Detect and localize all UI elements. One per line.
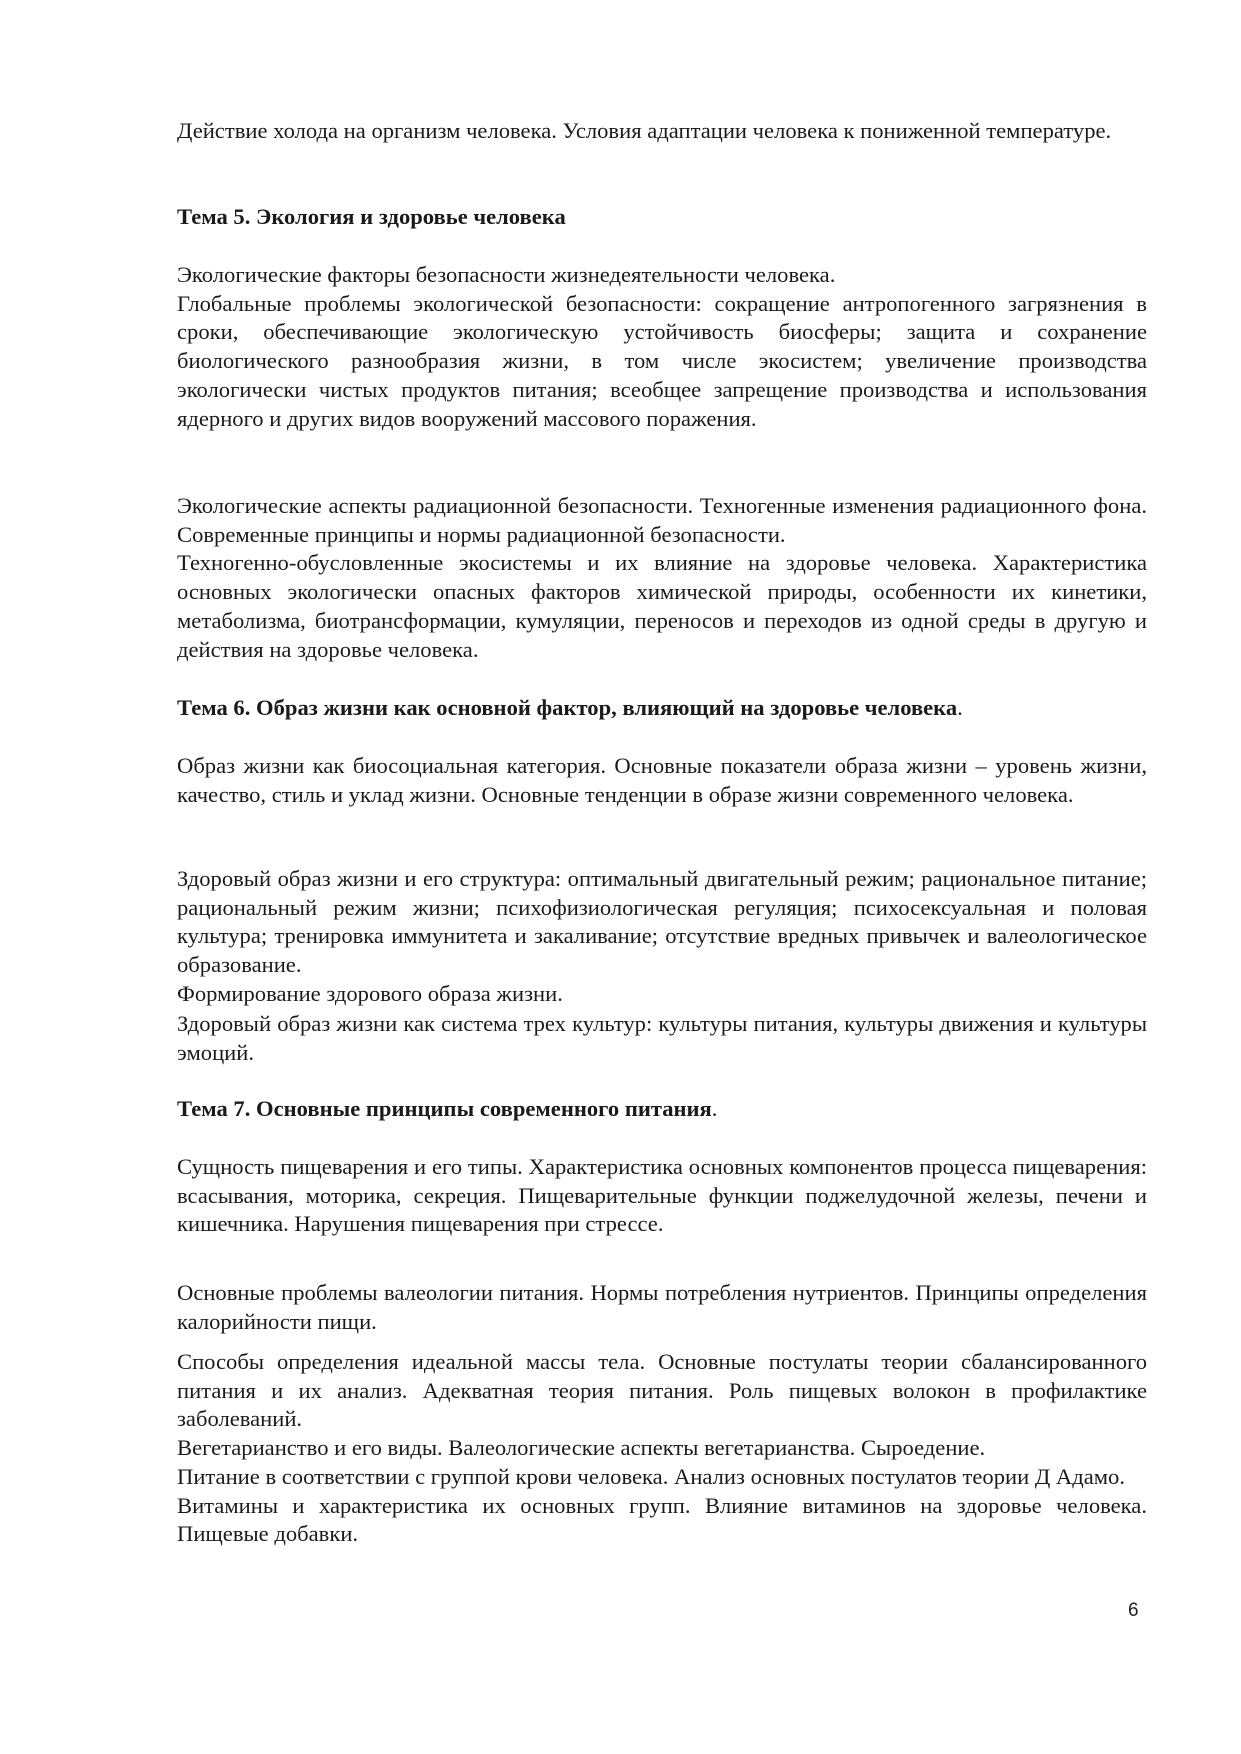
topic5-section-2 (177, 492, 1147, 664)
topic6-title-suffix: . (957, 695, 963, 720)
topic5-paragraph-2: Глобальные проблемы экологической безопасности: сокращение антропогенного загрязнения в сроки, обеспечивающие экологическую устойчивость биосферы; защита и сохранение биологического разнообразия жизни, в том числе экосистем; увеличение производства экологически чистых продуктов питания; всеобщее запрещение производства и использования ядерного и других видов вооружений массового поражения. (177, 290, 1147, 431)
topic5-paragraph-1: Экологические факторы безопасности жизнедеятельности человека. (177, 262, 836, 287)
topic7-section-3 (177, 1348, 1147, 1549)
topic6-section-3 (177, 1010, 1147, 1067)
topic6-section-2 (177, 865, 1147, 1009)
topic6-paragraph-4: Здоровый образ жизни как система трех культур: культуры питания, культуры движения и культуры эмоций. (177, 1011, 1147, 1065)
topic7-section-2 (177, 1279, 1147, 1336)
topic7-paragraph-5: Питание в соответствии с группой крови человека. Анализ основных постулатов теории Д Адамо. (177, 1463, 1125, 1489)
topic5-paragraph-4: Техногенно-обусловленные экосистемы и их влияние на здоровье человека. Характеристика основных экологически опасных факторов химической природы, особенности их кинетики, метаболизма, биотрансформации, кумуляции, переносов и переходов из одной среды в другую и действия на здоровье человека. (177, 550, 1147, 662)
topic5-section (177, 261, 1147, 433)
topic6-section-1 (177, 752, 1147, 809)
topic6-paragraph-3: Формирование здорового образа жизни. (177, 980, 563, 1006)
topic7-heading (177, 1095, 1147, 1124)
intro-text: Действие холода на организм человека. Условия адаптации человека к пониженной температуре. (177, 118, 1112, 143)
topic7-title-suffix: . (711, 1096, 718, 1121)
topic7-paragraph-1: Сущность пищеварения и его типы. Характеристика основных компонентов процесса пищеварения: всасывания, моторика, секреция. Пищеварительные функции поджелудочной железы, печени и кишечника. Нарушения пищеварения при стрессе. (177, 1154, 1147, 1237)
page-number: 6 (1128, 1600, 1139, 1621)
topic7-paragraph-3: Способы определения идеальной массы тела. Основные постулаты теории сбалансированного питания и их анализ. Адекватная теория питания. Роль пищевых волокон в профилактике заболеваний. (177, 1349, 1147, 1432)
topic6-paragraph-1: Образ жизни как биосоциальная категория. Основные показатели образа жизни – уровень жизни, качество, стиль и уклад жизни. Основные тенденции в образе жизни современного человека. (177, 753, 1147, 807)
topic5-paragraph-3: Экологические аспекты радиационной безопасности. Техногенные изменения радиационного фона. Современные принципы и нормы радиационной безопасности. (177, 493, 1147, 547)
topic7-section-1 (177, 1153, 1147, 1239)
topic7-paragraph-4: Вегетарианство и его виды. Валеологические аспекты вегетарианства. Сыроедение. (177, 1435, 986, 1461)
topic5-heading (177, 203, 1147, 232)
topic7-paragraph-2: Основные проблемы валеологии питания. Нормы потребления нутриентов. Принципы определения калорийности пищи. (177, 1280, 1147, 1334)
topic6-heading (177, 694, 1147, 723)
topic6-paragraph-2: Здоровый образ жизни и его структура: оптимальный двигательный режим; рациональное питание; рациональный режим жизни; психофизиологическая регуляция; психосексуальная и половая культура; тренировка иммунитета и закаливание; отсутствие вредных привычек и валеологическое образование. (177, 866, 1147, 978)
topic7-title: Тема 7. Основные принципы современного питания (177, 1096, 712, 1121)
intro-paragraph (177, 117, 1147, 146)
topic7-paragraph-6: Витамины и характеристика их основных групп. Влияние витаминов на здоровье человека. Пищевые добавки. (177, 1492, 1147, 1547)
topic6-title: Тема 6. Образ жизни как основной фактор, влияющий на здоровье человека (177, 695, 958, 720)
topic5-title: Тема 5. Экология и здоровье человека (177, 204, 566, 229)
